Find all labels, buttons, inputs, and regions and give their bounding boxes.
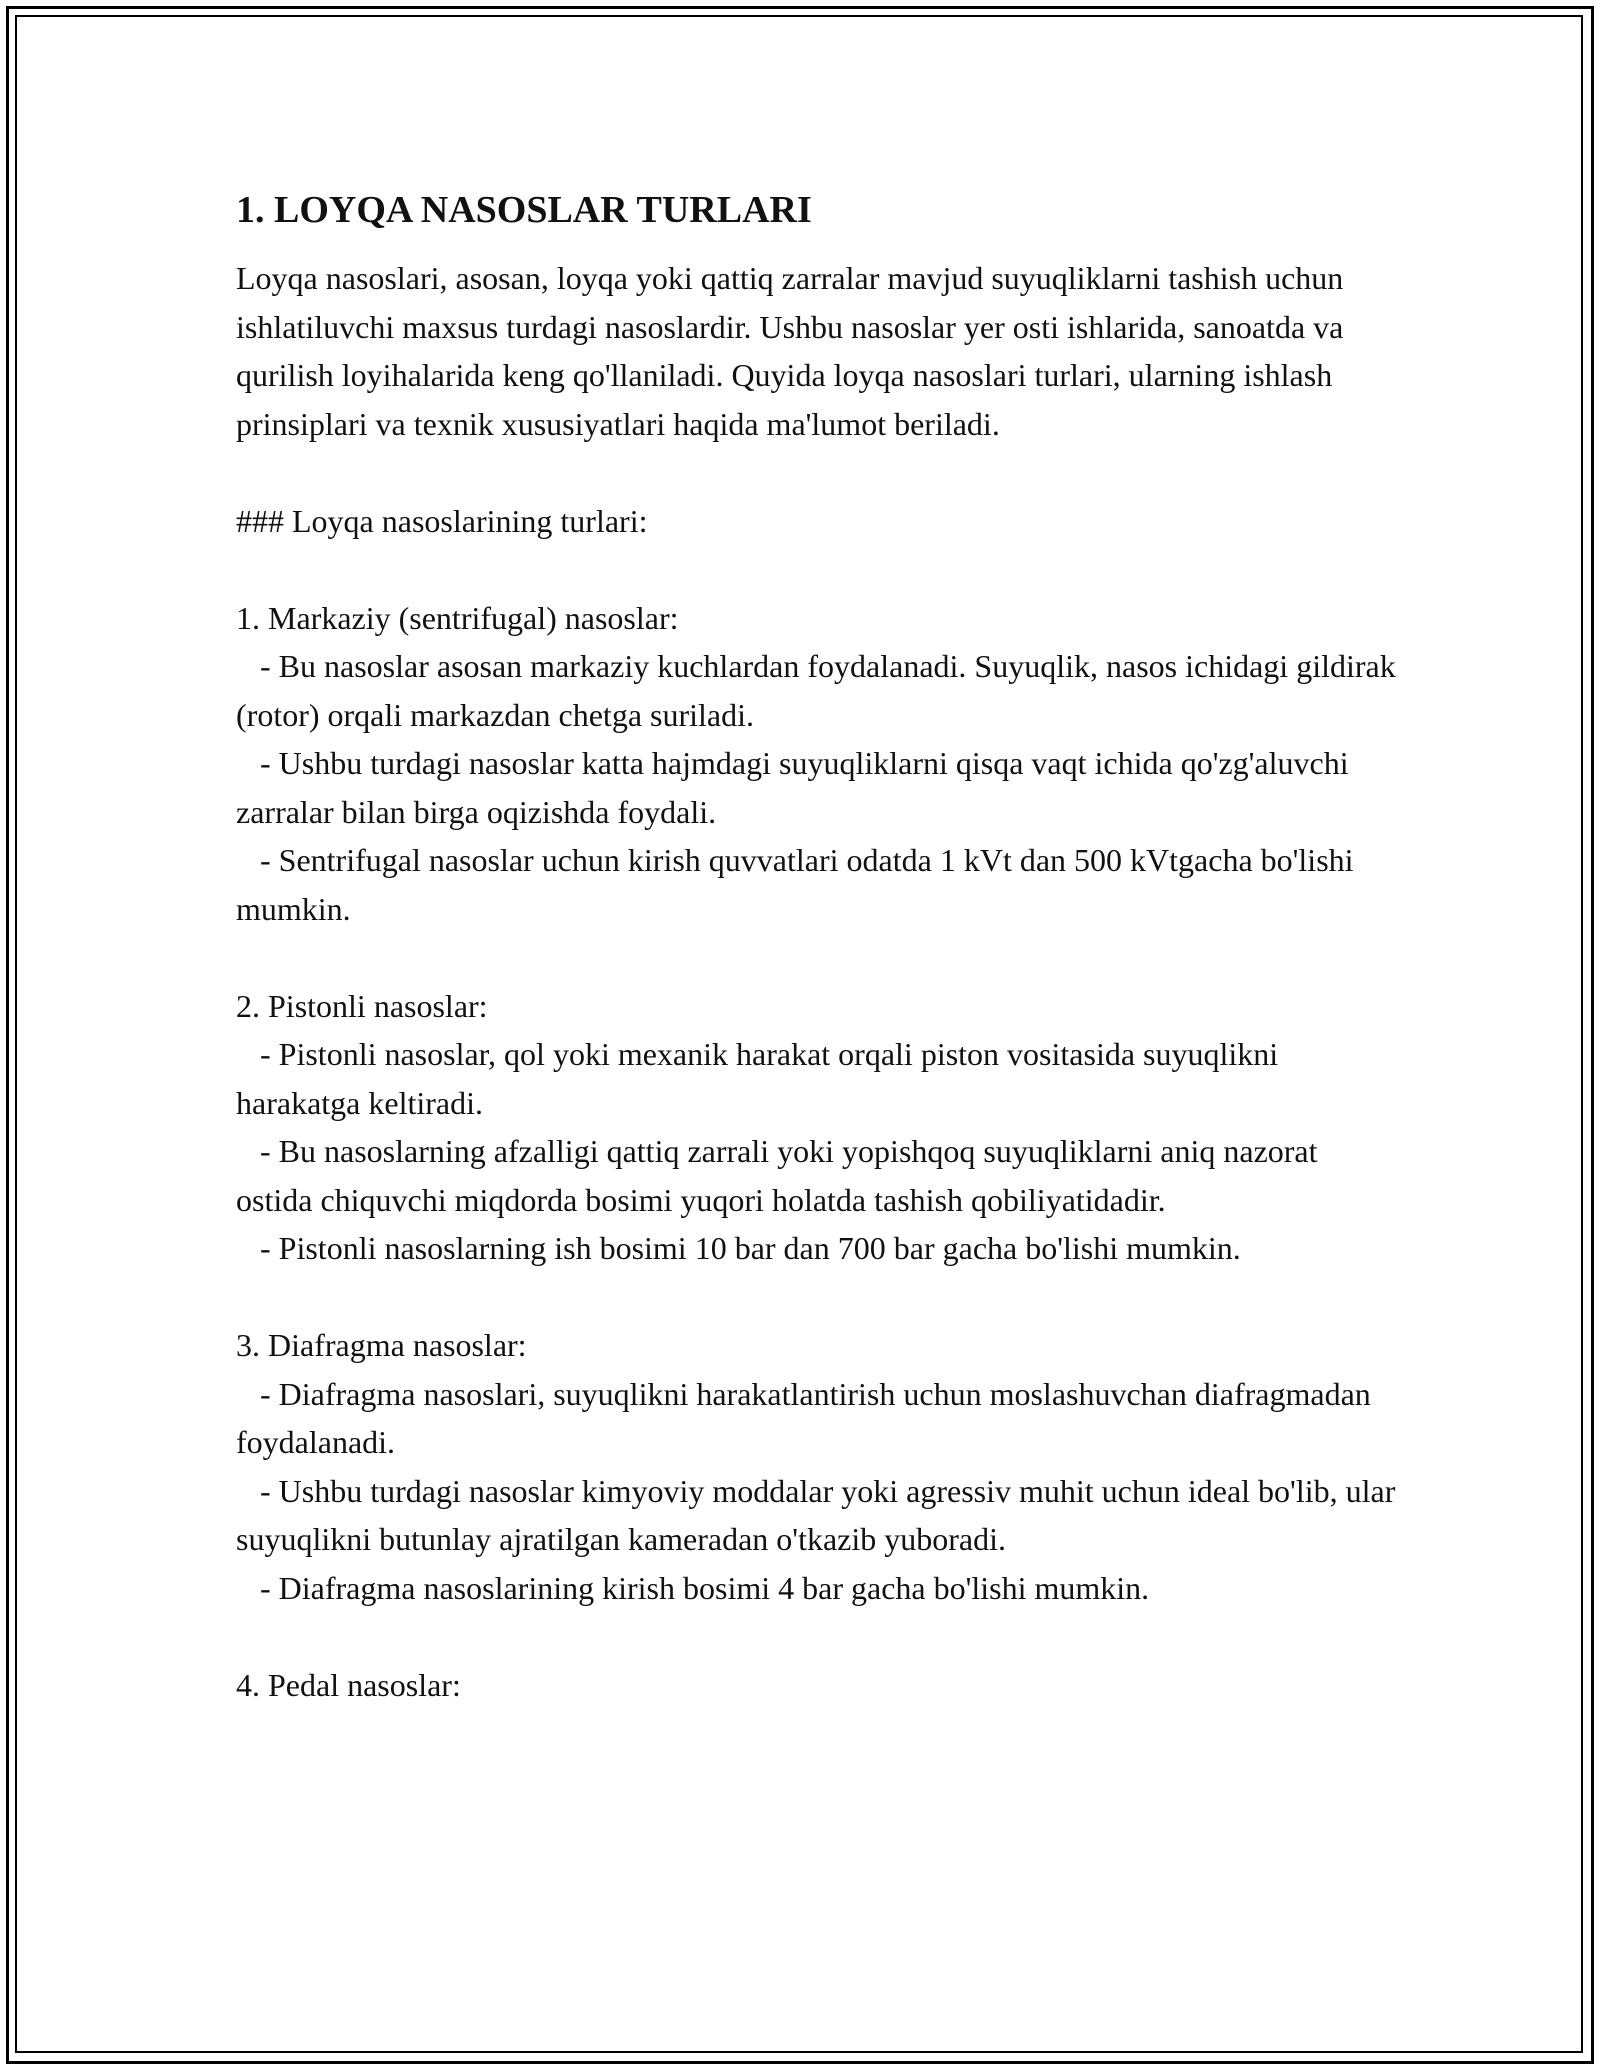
- spacer: [236, 1612, 1396, 1661]
- intro-paragraph: Loyqa nasoslari, asosan, loyqa yoki qattiq zarralar mavjud suyuqliklarni tashish uchun ishlatiluvchi maxsus turdagi nasoslardir. Ushbu nasoslar yer osti ishlarida, sanoatda va qurilish loyihalarida keng qo'llaniladi. Quyida loyqa nasoslari turlari, ularning ishlash prinsiplari va texnik xususiyatlari haqida ma'lumot beriladi.: [236, 260, 1352, 442]
- bullet-item: - Sentrifugal nasoslar uchun kirish quvvatlari odatda 1 kVt dan 500 kVtgacha bo'lishi mumkin.: [236, 842, 1362, 927]
- subheading: ### Loyqa nasoslarining turlari:: [236, 502, 648, 539]
- bullet-item: - Ushbu turdagi nasoslar kimyoviy moddalar yoki agressiv muhit uchun ideal bo'lib, ular suyuqlikni butunlay ajratilgan kameradan o'tkazib yuboradi.: [236, 1472, 1404, 1557]
- section-centrifugal: [236, 594, 1404, 934]
- document-title: 1. LOYQA NASOSLAR TURLARI: [236, 189, 812, 231]
- document-body: [236, 186, 1404, 1709]
- section-pedal: [236, 1661, 1396, 1710]
- spacer: [236, 448, 1396, 497]
- spacer: [236, 545, 1396, 594]
- bullet-item: - Bu nasoslar asosan markaziy kuchlardan foydalanadi. Suyuqlik, nasos ichidagi gildirak (rotor) orqali markazdan chetga suriladi.: [236, 648, 1404, 733]
- bullet-item: - Diafragma nasoslari, suyuqlikni harakatlantirish uchun moslashuvchan diafragmadan foydalanadi.: [236, 1375, 1379, 1460]
- bullet-item: - Pistonli nasoslarning ish bosimi 10 bar dan 700 bar gacha bo'lishi mumkin.: [236, 1230, 1241, 1266]
- bullet-item: - Ushbu turdagi nasoslar katta hajmdagi suyuqliklarni qisqa vaqt ichida qo'zg'aluvchi zarralar bilan birga oqizishda foydali.: [236, 745, 1357, 830]
- spacer: [236, 933, 1396, 982]
- section-heading: 3. Diafragma nasoslar:: [236, 1327, 527, 1363]
- bullet-item: - Bu nasoslarning afzalligi qattiq zarrali yoki yopishqoq suyuqliklarni aniq nazorat ostida chiquvchi miqdorda bosimi yuqori holatda tashish qobiliyatidadir.: [236, 1133, 1326, 1218]
- section-piston: [236, 982, 1396, 1273]
- spacer: [236, 1273, 1396, 1322]
- section-heading: 4. Pedal nasoslar:: [236, 1666, 461, 1703]
- section-heading: 2. Pistonli nasoslar:: [236, 987, 488, 1024]
- section-heading: 1. Markaziy (sentrifugal) nasoslar:: [236, 599, 679, 636]
- bullet-item: - Pistonli nasoslar, qol yoki mexanik harakat orqali piston vositasida suyuqlikni harakatga keltiradi.: [236, 1036, 1287, 1121]
- bullet-item: - Diafragma nasoslarining kirish bosimi 4 bar gacha bo'lishi mumkin.: [236, 1569, 1150, 1606]
- section-diaphragm: [236, 1321, 1404, 1612]
